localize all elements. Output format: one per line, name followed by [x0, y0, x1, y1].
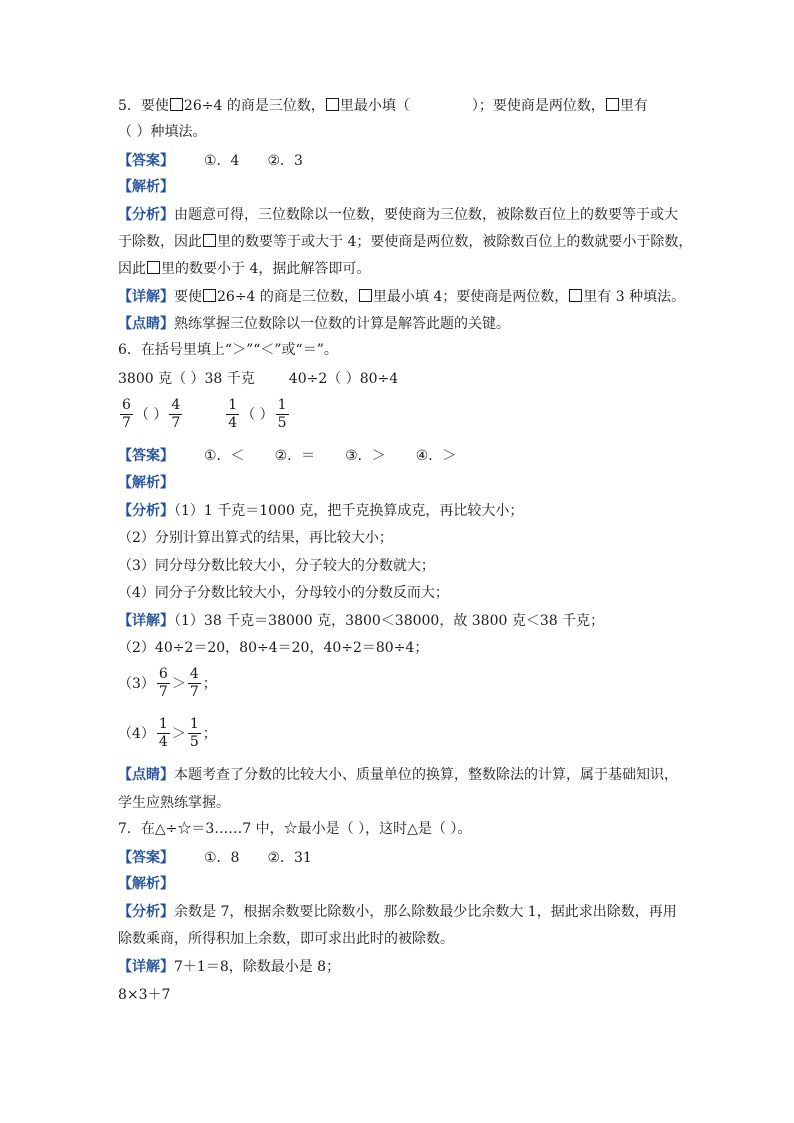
empty-box-icon: [203, 234, 216, 247]
xiangjie-text: 7＋1＝8，除数最小是 8；: [174, 959, 341, 975]
q5-text: ）；要使商是两位数，: [471, 98, 605, 114]
empty-box-icon: [326, 98, 339, 111]
q5-jiexi-tag: 【解析】: [118, 179, 174, 195]
fraction: [188, 666, 201, 701]
q7-answer: [118, 849, 312, 867]
q6-fenxi-4: （4）同分子分数比较大小，分母较小的分数反而大；: [118, 585, 449, 601]
q6-paren: （ ）: [134, 406, 168, 423]
xiangjie-tag: 【详解】: [118, 959, 174, 975]
answer-value: ③．＞: [345, 448, 386, 464]
answer-tag: 【答案】: [118, 448, 174, 464]
q6-dianjing-1: [118, 766, 678, 784]
denominator: 4: [158, 734, 168, 750]
item-label: （4）: [118, 725, 155, 742]
denominator: 5: [189, 734, 199, 750]
q5-answer: [118, 152, 303, 170]
q6-fenxi-1: [118, 502, 523, 520]
fraction: [226, 397, 239, 432]
q6-xiangjie-3: [118, 666, 217, 701]
q5-text: 里最小填（: [339, 98, 410, 114]
denominator: 7: [189, 684, 199, 700]
xiangjie-text: 里有 3 种填法。: [583, 289, 686, 305]
q7-xiangjie-2: 8×3＋7: [118, 987, 171, 1003]
xiangjie-text: （1）38 千克＝38000 克，3800＜38000，故 3800 克＜38 千克；: [174, 613, 605, 629]
dianjing-tag: 【点睛】: [118, 767, 174, 783]
empty-box-icon: [203, 289, 216, 302]
fenxi-text: （1）1 千克＝1000 克，把千克换算成克，再比较大小；: [174, 503, 524, 519]
q6-dianjing-2: 学生应熟练掌握。: [118, 795, 230, 811]
q6-item: 3800 克（ ）38 千克: [118, 371, 255, 387]
fenxi-tag: 【分析】: [118, 904, 174, 920]
xiangjie-text: 要使: [174, 289, 202, 305]
q5-fenxi-3: [118, 260, 370, 278]
q5-text: 5．要使: [118, 98, 169, 114]
answer-tag: 【答案】: [118, 850, 174, 866]
dianjing-text: 本题考查了分数的比较大小、质量单位的换算，整数除法的计算，属于基础知识，: [174, 767, 678, 783]
q7-title: 7．在△÷☆＝3……7 中，☆最小是（ ），这时△是（ ）。: [118, 821, 472, 837]
q6-row-2: [118, 397, 291, 432]
empty-box-icon: [569, 289, 582, 302]
empty-box-icon: [606, 98, 619, 111]
xiangjie-text: 里最小填 4；要使商是两位数，: [372, 289, 569, 305]
q5-text: 里有: [619, 98, 648, 114]
fenxi-text: 里的数要等于或大于 4；要使商是两位数，被除数百位上的数就要小于除数，: [217, 234, 693, 250]
greater-than-sign: ＞: [171, 675, 186, 692]
fraction: [120, 397, 133, 432]
denominator: 7: [122, 415, 131, 431]
xiangjie-text: 26÷4 的商是三位数，: [217, 289, 358, 305]
fenxi-text: 因此: [118, 261, 146, 277]
item-label: （3）: [118, 675, 155, 692]
q5-dianjing: [118, 315, 510, 333]
q5-xiangjie: [118, 288, 685, 306]
fenxi-text: 余数是 7，根据余数要比除数小，那么除数最少比余数大 1，据此求出除数，再用: [174, 904, 677, 920]
semicolon: ；: [202, 725, 217, 742]
numerator: 1: [277, 397, 287, 413]
q7-fenxi-2: 除数乘商，所得积加上余数，即可求出此时的被除数。: [118, 931, 454, 947]
answer-value: ④．＞: [415, 448, 457, 464]
empty-box-icon: [147, 261, 160, 274]
answer-value: ②．31: [267, 850, 312, 866]
numerator: 1: [228, 397, 238, 413]
fraction: [188, 716, 201, 751]
answer-value: ②．＝: [274, 448, 316, 464]
xiangjie-tag: 【详解】: [118, 289, 174, 305]
answer-value: ①．4: [204, 153, 240, 169]
q6-xiangjie-1: [118, 612, 604, 630]
numerator: 6: [158, 666, 168, 682]
denominator: 4: [228, 415, 238, 431]
fenxi-text: 里的数要小于 4，据此解答即可。: [161, 261, 371, 277]
fraction: [276, 397, 289, 432]
q5-line-2: （ ）种填法。: [118, 124, 207, 140]
greater-than-sign: ＞: [171, 725, 186, 742]
q6-item: 40÷2（ ）80÷4: [288, 371, 399, 387]
q6-fenxi-3: （3）同分母分数比较大小，分子较大的分数就大；: [118, 558, 435, 574]
dianjing-text: 熟练掌握三位数除以一位数的计算是解答此题的关键。: [174, 316, 510, 332]
q6-paren: （ ）: [241, 406, 274, 423]
xiangjie-tag: 【详解】: [118, 613, 174, 629]
fenxi-tag: 【分析】: [118, 207, 174, 223]
q6-row-1: [118, 370, 398, 388]
q6-jiexi-tag: 【解析】: [118, 475, 174, 491]
semicolon: ；: [202, 675, 217, 692]
fraction: [157, 716, 170, 751]
numerator: 1: [158, 716, 168, 732]
q6-title: 6．在括号里填上“＞”“＜”或“＝”。: [118, 342, 338, 358]
q5-text: 26÷4 的商是三位数，: [183, 98, 325, 114]
answer-value: ①．＜: [204, 448, 245, 464]
fenxi-tag: 【分析】: [118, 503, 174, 519]
q5-line-1: [118, 97, 648, 115]
q7-xiangjie-1: [118, 958, 340, 976]
answer-value: ②．3: [267, 153, 303, 169]
q6-fenxi-2: （2）分别计算出算式的结果，再比较大小；: [118, 530, 393, 546]
numerator: 4: [189, 666, 199, 682]
denominator: 5: [277, 415, 287, 431]
numerator: 6: [122, 397, 131, 413]
denominator: 7: [158, 684, 168, 700]
fenxi-text: 由题意可得，三位数除以一位数，要使商为三位数，被除数百位上的数要等于或大: [174, 207, 678, 223]
dianjing-tag: 【点睛】: [118, 316, 174, 332]
answer-tag: 【答案】: [118, 153, 174, 169]
q6-xiangjie-2: （2）40÷2＝20，80÷4＝20，40÷2＝80÷4；: [118, 640, 429, 656]
empty-box-icon: [359, 289, 372, 302]
denominator: 7: [171, 415, 181, 431]
answer-value: ①．8: [204, 850, 240, 866]
q6-answer: [118, 447, 456, 465]
fenxi-text: 于除数，因此: [118, 234, 202, 250]
q6-xiangjie-4: [118, 716, 217, 751]
empty-box-icon: [170, 98, 183, 111]
q7-jiexi-tag: 【解析】: [118, 876, 174, 892]
fraction: [169, 397, 182, 432]
numerator: 4: [171, 397, 181, 413]
q5-fenxi-1: [118, 206, 678, 224]
numerator: 1: [189, 716, 199, 732]
fraction: [157, 666, 170, 701]
q7-fenxi-1: [118, 903, 677, 921]
q5-fenxi-2: [118, 233, 692, 251]
